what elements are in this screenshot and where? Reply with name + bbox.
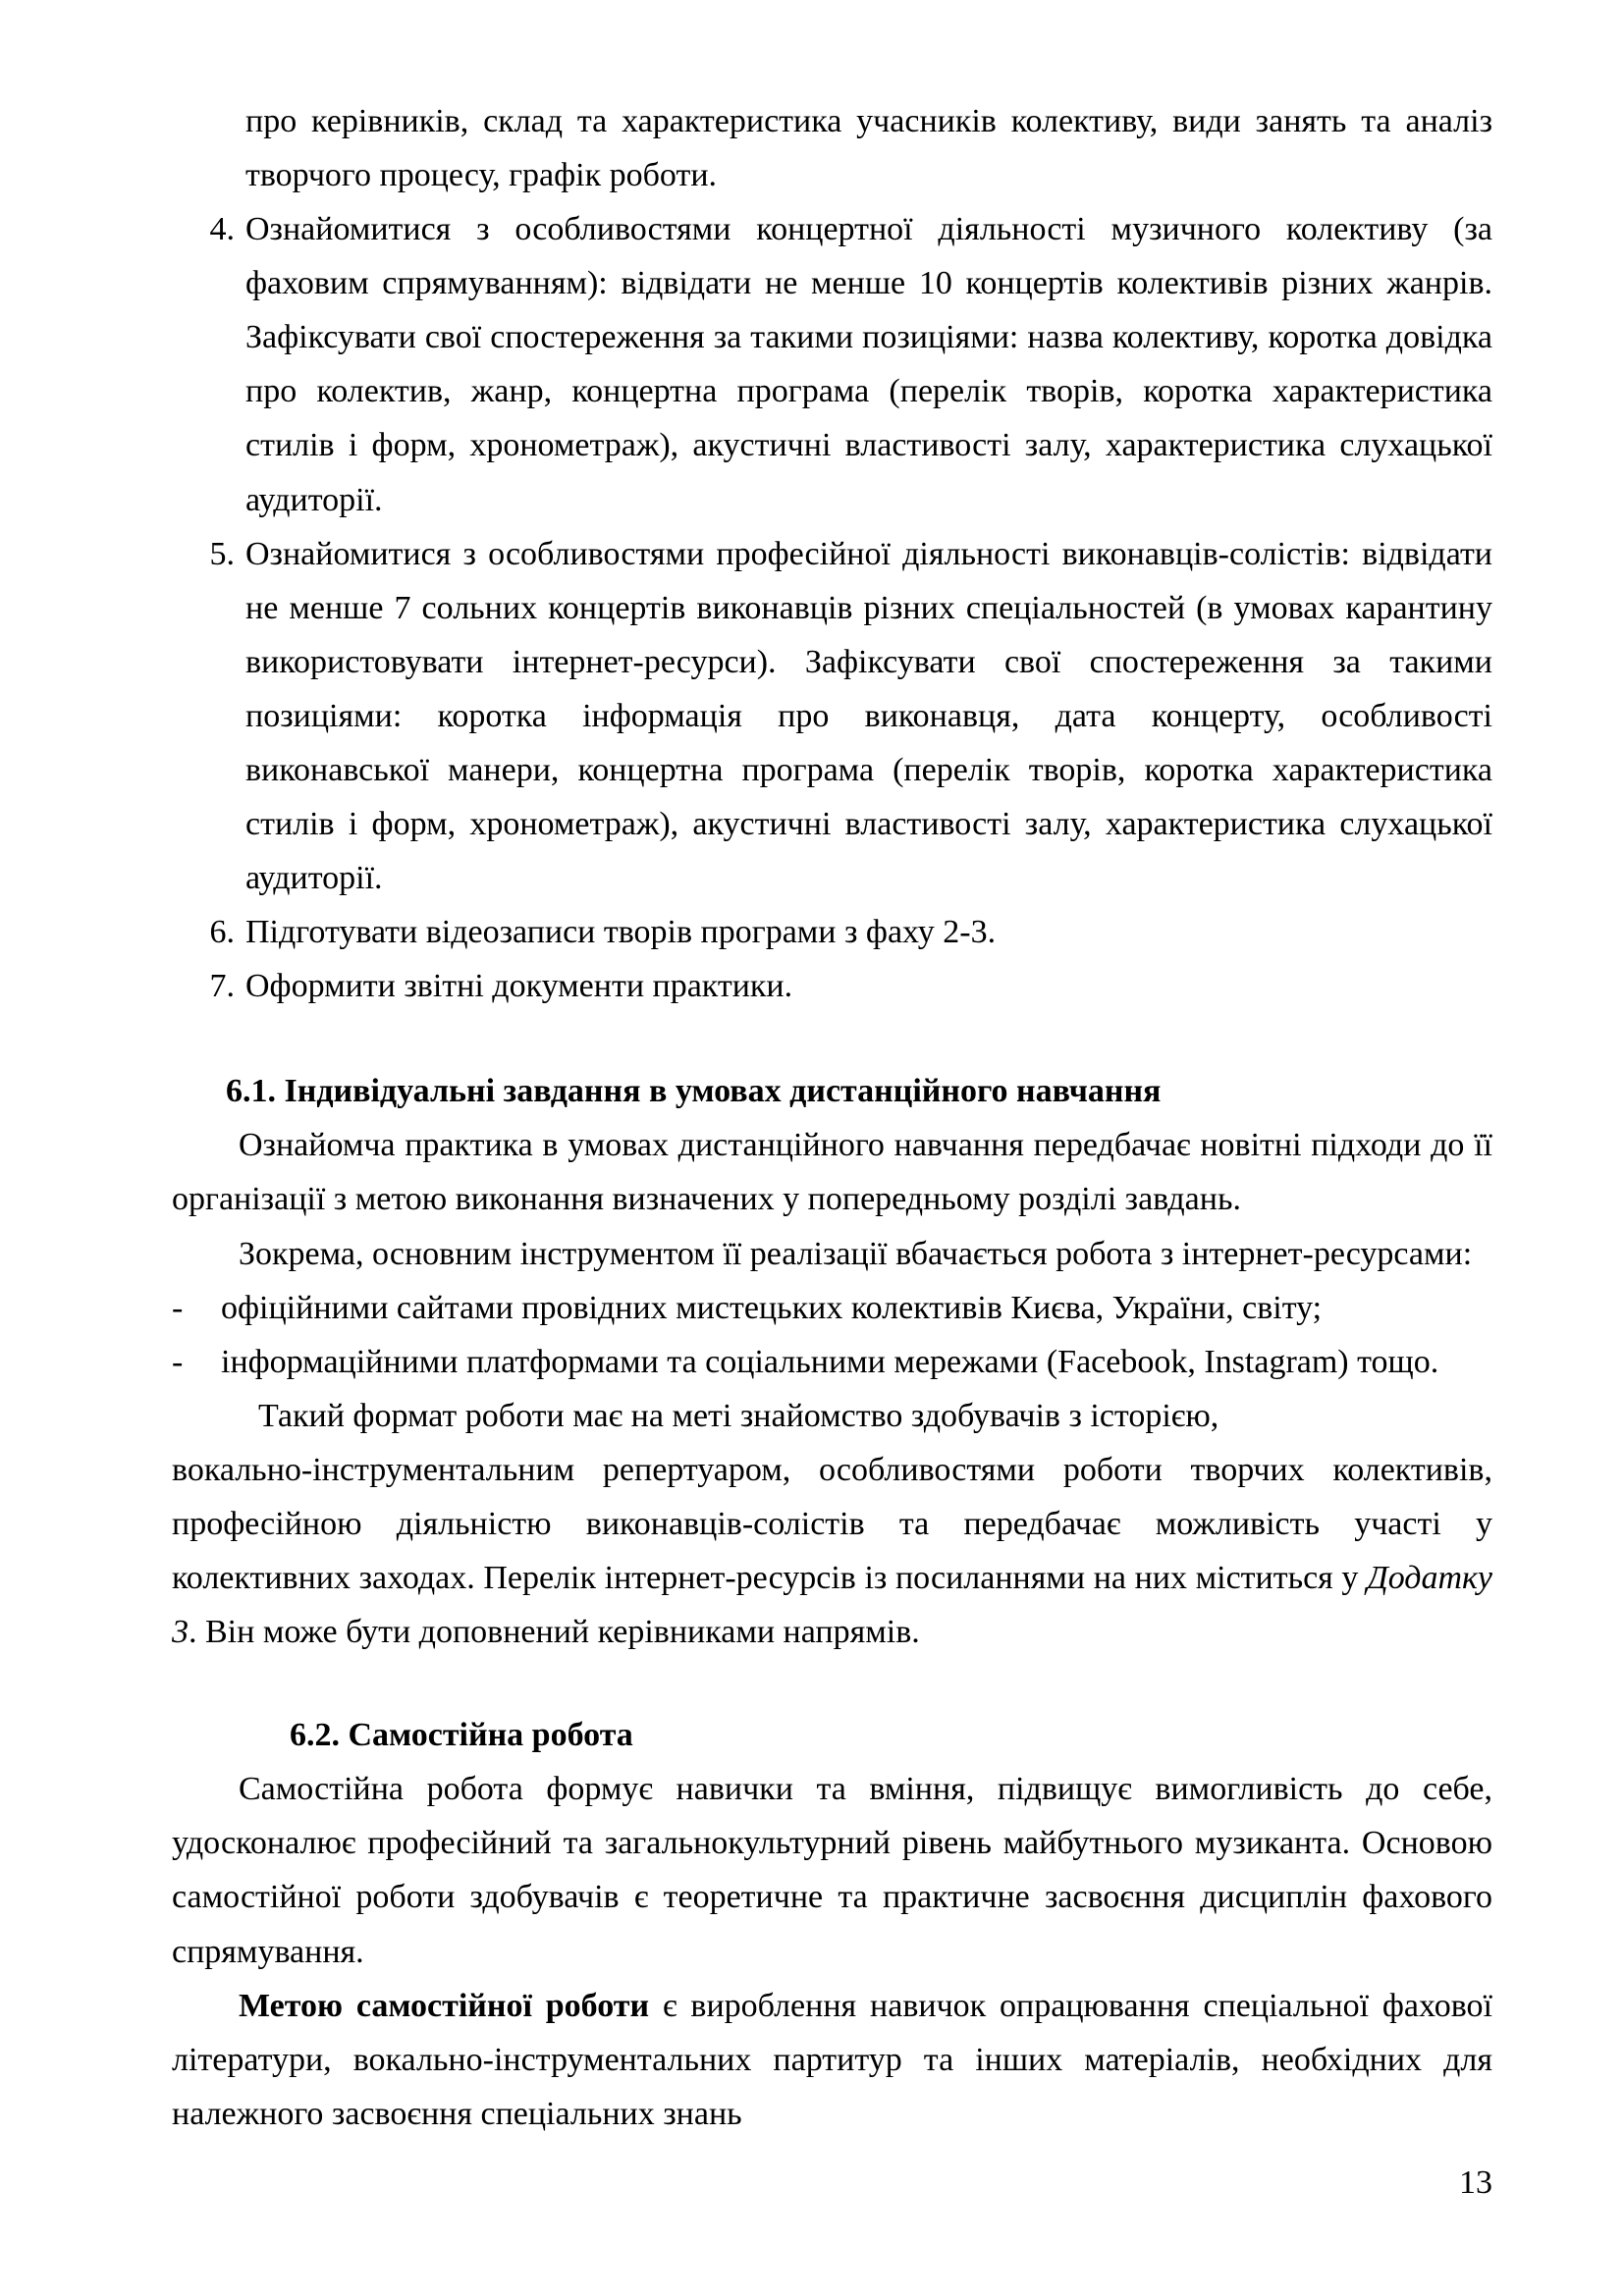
list-item (172, 202, 1492, 526)
appendix-reference: Додатку 3 (172, 1560, 1492, 1651)
list-item (172, 1335, 1492, 1389)
section-6-1-paragraph-2: Зокрема, основним інструментом її реалізації вбачається робота з інтернет-ресурсами: (239, 1235, 1473, 1272)
section-6-2-paragraph-2 (172, 1979, 1492, 2141)
list-item-text: Ознайомитися з особливостями концертної діяльності музичного колективу (за фаховим спрямуванням): відвідати не менше 10 концертів колективів різних жанрів. Зафіксувати свої спостереження за такими позиціями: назва колективу, коротка довідка про колектив, жанр, концертна програма (перелік творів, коротка характеристика стилів і форм, хронометраж), акустичні властивості залу, характеристика слухацької аудиторії. (245, 211, 1492, 518)
paragraph-3-text-before-reference: вокально-інструментальним репертуаром, особливостями роботи творчих колективів, професійною діяльністю виконавців-солістів та передбачає можливість участі у колективних заходах. Перелік інтернет-ресурсів із посиланнями на них міститься у (172, 1451, 1492, 1597)
section-heading-6-1: 6.1. Індивідуальні завдання в умовах дистанційного навчання (226, 1073, 1162, 1110)
section-6-1-paragraph-1: Ознайомча практика в умовах дистанційного навчання передбачає новітні підходи до її організації з метою виконання визначених у попередньому розділі завдань. (172, 1127, 1492, 1218)
section-spacer (172, 1013, 1492, 1064)
list-item (172, 1281, 1492, 1335)
section-heading-6-2: 6.2. Самостійна робота (290, 1717, 633, 1754)
dash-list (172, 1281, 1492, 1389)
list-item-text: Підготувати відеозаписи творів програми з фаху 2-3. (245, 914, 997, 951)
section-spacer (172, 1659, 1492, 1708)
section-6-1-paragraph-3-body (172, 1443, 1492, 1659)
list-item (172, 959, 1492, 1013)
section-6-2-paragraph-1: Самостійна робота формує навички та вміння, підвищує вимогливість до себе, удосконалює професійний та загальнокультурний рівень майбутнього музиканта. Основою самостійної роботи здобувачів є теоретичне та практичне засвоєння дисциплін фахового спрямування. (172, 1771, 1492, 1970)
section-6-1-paragraph-3-lead: Такий формат роботи має на меті знайомство здобувачів з історією, (258, 1397, 1219, 1434)
list-item-marker: 6. (209, 914, 235, 951)
list-item-marker: 7. (209, 968, 235, 1005)
dash-item-text: інформаційними платформами та соціальними мережами (Facebook, Instagram) тощо. (221, 1343, 1439, 1380)
list-item (172, 527, 1492, 906)
numbered-task-list (172, 202, 1492, 1013)
dash-marker: - (172, 1289, 184, 1326)
list-item-marker: 5. (209, 535, 235, 572)
dash-item-text: офіційними сайтами провідних мистецьких колективів Києва, України, світу; (221, 1289, 1323, 1326)
list-item-text: Оформити звітні документи практики. (245, 968, 793, 1005)
purpose-rest: є вироблення навичок опрацювання спеціальної фахової літератури, вокально-інструментальних партитур та інших матеріалів, необхідних для належного засвоєння спеціальних знань (172, 1987, 1492, 2132)
list-item-marker: 4. (209, 211, 235, 248)
page-number: 13 (1459, 2164, 1492, 2201)
list-item (172, 905, 1492, 959)
continued-paragraph: про керівників, склад та характеристика учасників колективу, види занять та аналіз творчого процесу, графік роботи. (245, 103, 1492, 194)
list-item-text: Ознайомитися з особливостями професійної діяльності виконавців-солістів: відвідати не менше 7 сольних концертів виконавців різних спеціальностей (в умовах карантину використовувати інтернет-ресурси). Зафіксувати свої спостереження за такими позиціями: коротка інформація про виконавця, дата концерту, особливості виконавської манери, концертна програма (перелік творів, коротка характеристика стилів і форм, хронометраж), акустичні властивості залу, характеристика слухацької аудиторії. (245, 535, 1492, 897)
purpose-lead-in: Метою самостійної роботи (239, 1987, 650, 2024)
dash-marker: - (172, 1343, 184, 1380)
paragraph-3-text-after-reference: . Він може бути доповнений керівниками напрямів. (189, 1614, 920, 1651)
